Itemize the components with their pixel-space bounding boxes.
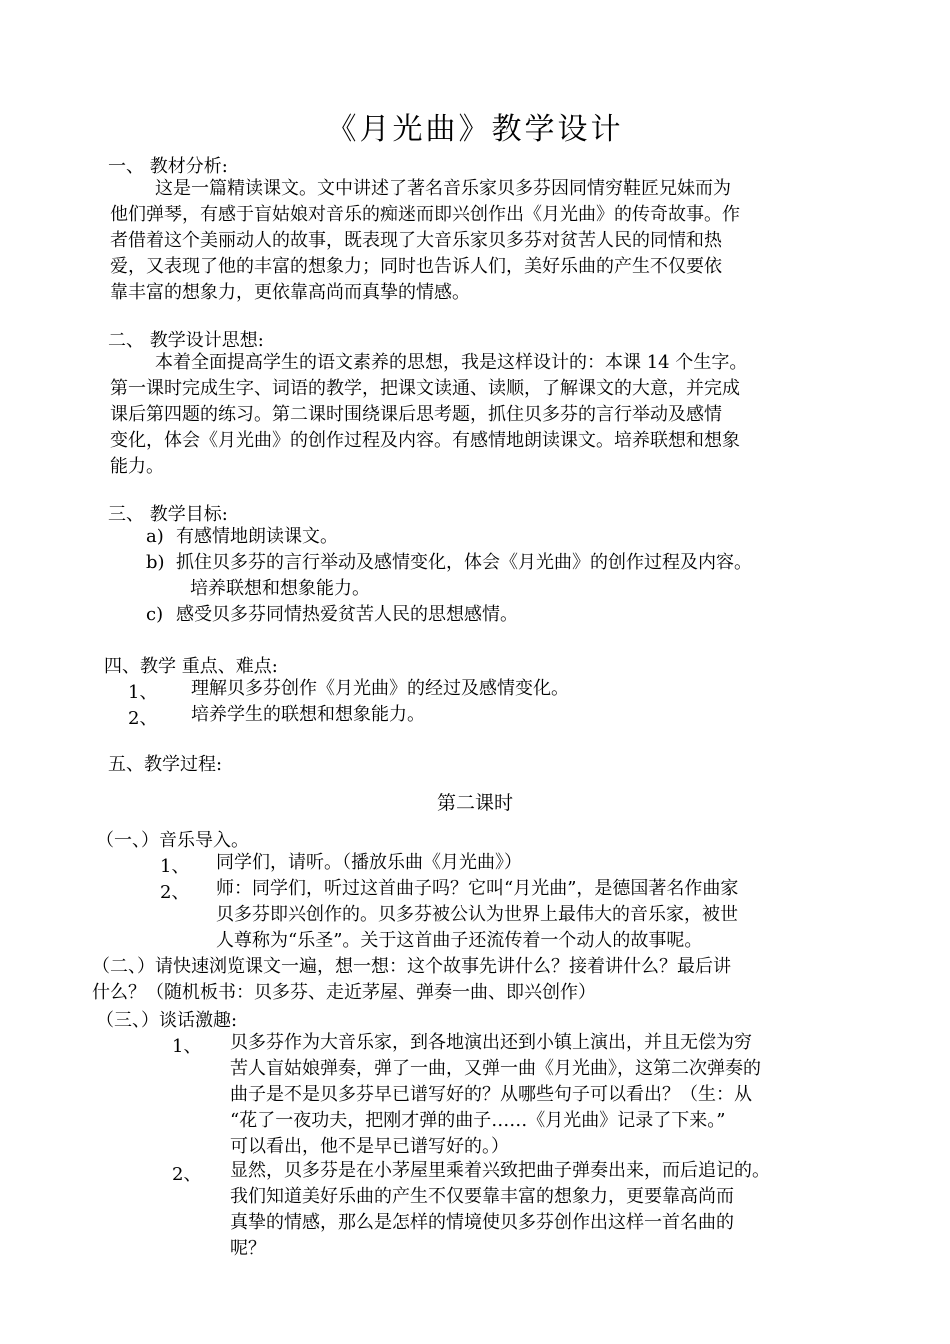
part-heading-music-intro: （一、）音乐导入。 xyxy=(96,830,249,851)
section-heading-goals: 三、 教学目标: xyxy=(108,504,228,525)
paragraph-line: 他们弹琴，有感于盲姑娘对音乐的痴迷而即兴创作出《月光曲》的传奇故事。作 xyxy=(110,204,740,225)
list-item: 培养学生的联想和想象能力。 xyxy=(191,704,425,725)
paragraph-line: 这是一篇精读课文。文中讲述了著名音乐家贝多芬因同情穷鞋匠兄妹而为 xyxy=(155,178,731,199)
paragraph-line: 能力。 xyxy=(110,456,164,477)
paragraph-line: 靠丰富的想象力，更依靠高尚而真挚的情感。 xyxy=(110,282,470,303)
list-item: 理解贝多芬创作《月光曲》的经过及感情变化。 xyxy=(191,678,569,699)
section-heading-key-points: 四、教学 重点、难点: xyxy=(104,656,278,677)
list-item: 有感情地朗读课文。 xyxy=(176,526,338,547)
list-item-continuation: 真挚的情感，那么是怎样的情境使贝多芬创作出这样一首名曲的 xyxy=(230,1212,734,1233)
list-item-continuation: 培养联想和想象能力。 xyxy=(190,578,370,599)
list-marker: 1、 xyxy=(172,1036,202,1057)
list-item-continuation: 曲子是不是贝多芬早已谱写好的？从哪些句子可以看出？（生：从 xyxy=(230,1084,752,1105)
list-item-continuation: 贝多芬即兴创作的。贝多芬被公认为世界上最伟大的音乐家，被世 xyxy=(216,904,738,925)
list-item-continuation: 呢？ xyxy=(230,1238,266,1259)
list-item: 师：同学们，听过这首曲子吗？它叫“月光曲”，是德国著名作曲家 xyxy=(216,878,739,899)
page-title: 《月光曲》教学设计 xyxy=(326,112,624,147)
section-heading-process: 五、教学过程: xyxy=(108,754,223,775)
list-marker: a) xyxy=(146,526,164,547)
list-item-continuation: “花了一夜功夫，把刚才弹的曲子……《月光曲》记录了下来。” xyxy=(230,1110,726,1131)
part-browse-text: （二、）请快速浏览课文一遍，想一想：这个故事先讲什么？接着讲什么？最后讲 xyxy=(92,956,731,977)
part-heading-discussion: （三、）谈话激趣: xyxy=(96,1010,238,1031)
list-item: 感受贝多芬同情热爱贫苦人民的思想感情。 xyxy=(176,604,518,625)
paragraph-line: 者借着这个美丽动人的故事，既表现了大音乐家贝多芬对贫苦人民的同情和热 xyxy=(110,230,722,251)
list-marker: 2、 xyxy=(172,1164,202,1185)
list-item: 贝多芬作为大音乐家，到各地演出还到小镇上演出，并且无偿为穷 xyxy=(230,1032,752,1053)
list-marker: 1、 xyxy=(160,856,190,877)
list-marker: 2、 xyxy=(128,708,158,729)
list-item-continuation: 我们知道美好乐曲的产生不仅要靠丰富的想象力，更要靠高尚而 xyxy=(230,1186,734,1207)
list-marker: c) xyxy=(146,604,164,625)
list-marker: 2、 xyxy=(160,882,190,903)
section-heading-design-idea: 二、 教学设计思想: xyxy=(108,330,264,351)
paragraph-line: 本着全面提高学生的语文素养的思想，我是这样设计的：本课 14 个生字。 xyxy=(155,352,748,373)
section-heading-analysis: 一、 教材分析: xyxy=(108,156,228,177)
list-item-continuation: 可以看出，他不是早已谱写好的。） xyxy=(230,1136,509,1157)
list-marker: b) xyxy=(146,552,165,573)
list-item-continuation: 人尊称为“乐圣”。关于这首曲子还流传着一个动人的故事呢。 xyxy=(216,930,703,951)
paragraph-line: 变化，体会《月光曲》的创作过程及内容。有感情地朗读课文。培养联想和想象 xyxy=(110,430,740,451)
list-marker: 1、 xyxy=(128,682,158,703)
lesson-subtitle: 第二课时 xyxy=(436,792,513,814)
paragraph-line: 课后第四题的练习。第二课时围绕课后思考题，抓住贝多芬的言行举动及感情 xyxy=(110,404,722,425)
list-item: 抓住贝多芬的言行举动及感情变化，体会《月光曲》的创作过程及内容。 xyxy=(176,552,752,573)
list-item-continuation: 苦人盲姑娘弹奏，弹了一曲，又弹一曲《月光曲》，这第二次弹奏的 xyxy=(230,1058,761,1079)
part-browse-text: 什么？（随机板书：贝多芬、走近茅屋、弹奏一曲、即兴创作） xyxy=(92,982,596,1003)
paragraph-line: 第一课时完成生字、词语的教学，把课文读通、读顺，了解课文的大意，并完成 xyxy=(110,378,740,399)
paragraph-line: 爱，又表现了他的丰富的想象力；同时也告诉人们，美好乐曲的产生不仅要依 xyxy=(110,256,722,277)
list-item: 同学们，请听。（播放乐曲《月光曲》） xyxy=(216,852,522,873)
list-item: 显然，贝多芬是在小茅屋里乘着兴致把曲子弹奏出来，而后追记的。 xyxy=(230,1160,770,1181)
